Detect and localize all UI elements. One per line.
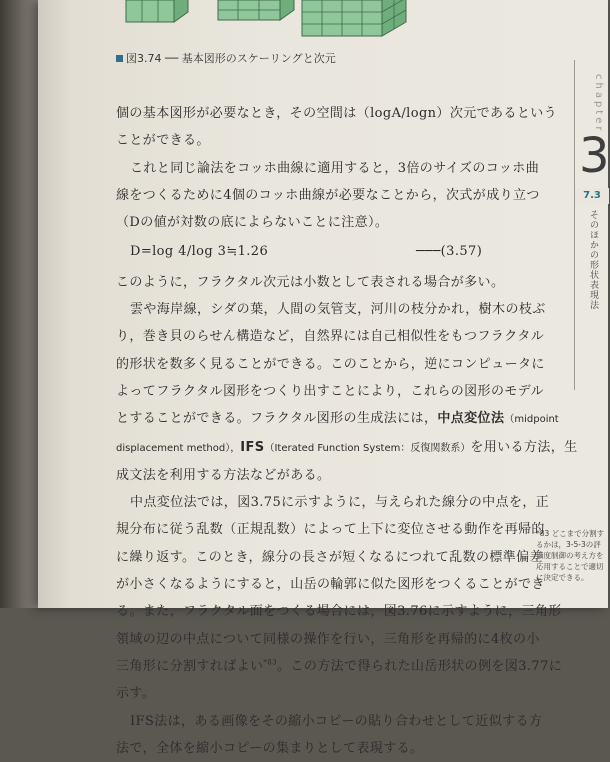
chapter-number: 3 [579,128,610,184]
text-span: 三角形に分割すればよい [116,658,264,674]
text-line: よってフラクタル図形をつくり出すことにより，これらの図形のモデル [116,383,544,399]
text-line: 中点変位法では，図3.75に示すように，与えられた線分の中点を，正 [130,495,550,511]
caption-marker-icon [116,55,123,62]
section-vertical-title: そのほかの形状表現法 [588,210,598,310]
text-line: に繰り返す。このとき，線分の長さが短くなるにつれて乱数の標準偏差 [116,549,543,565]
text-line: る。また，フラクタル面をつくる場合には，図3.76に示すように，三角形 [116,604,562,620]
text-line: り，巻き貝のらせん構造など，自然界には自己相似性をもつフラクタル [116,329,545,345]
text-line: これと同じ論法をコッホ曲線に適用すると，3倍のサイズのコッホ曲 [130,160,540,176]
text-line: 的形状を数多く見ることができる。このことから，逆にコンピュータに [116,356,545,372]
text-span: （midpoint [504,414,559,426]
text-line: 個の基本図形が必要なとき，その空間は（logA/logn）次元であるという [116,106,558,121]
cube-illustration [126,0,416,46]
chapter-tab [574,60,609,390]
equation-number: ───(3.57) [416,244,483,260]
text-line: 示す。 [116,686,156,702]
text-line [116,434,578,462]
text-line: このように，フラクタル次元は小数として表される場合が多い。 [116,274,505,290]
text-line: 雲や海岸線，シダの葉，人間の気管支，河川の枝分かれ，樹木の枝ぶ [130,302,546,318]
text-span: 。この方法で得られた山岳形状の例を図3.77に [277,658,563,674]
text-span: を用いる方法，生 [470,439,578,455]
large-cube [302,0,406,36]
side-note-83: *83 どこまで分割するかは，3-5-3の評価度制御の考え方を応用することで適切に決定できる。 [536,529,605,582]
section-number: 7.3 [575,188,609,204]
text-line: ことができる。 [116,133,210,149]
text-line: 領域の辺の中点について同様の操作を行い，三角形を再帰的に4枚の小 [116,631,540,647]
footnote-ref-83: *83 [263,658,278,667]
text-line: 法で，全体を縮小コピーの集まりとして表現する。 [116,740,424,756]
figure-3-74-cubes [126,0,416,46]
figure-caption [116,50,336,66]
equation-3-57 [116,238,510,265]
term-ifs: IFS [240,439,265,455]
book-binding-shadow [0,0,38,608]
small-cube [126,0,188,22]
text-line: 線をつくるために4個のコッホ曲線が必要なことから，次式が成り立つ [116,187,540,203]
medium-cube [218,0,294,20]
book-page [38,0,610,756]
term-midpoint-displacement: 中点変位法 [437,411,505,427]
text-line [116,405,559,433]
text-span: （Iterated Function System：反復関数系） [264,442,471,454]
text-span: displacement method）， [116,442,241,454]
equation-text: D=log 4/log 3≒1.26 [130,244,269,260]
text-line: （Dの値が対数の底によらないことに注意）。 [116,215,389,231]
text-line [116,653,563,680]
text-line: が小さくなるようにすると，山岳の輪郭に似た図形をつくることができ [116,577,545,593]
text-line: 成文法を利用する方法などがある。 [116,467,331,483]
text-line: 規分布に従う乱数（正規乱数）によって上下に変位させる動作を再帰的 [116,522,545,538]
text-span: とすることができる。フラクタル図形の生成法には， [116,411,438,427]
chapter-word: chapter [593,74,604,134]
caption-text: 図3.74 ── 基本図形のスケーリングと次元 [126,52,336,65]
text-line: IFS法は，ある画像をその縮小コピーの貼り合わせとして近似する方 [130,713,543,729]
